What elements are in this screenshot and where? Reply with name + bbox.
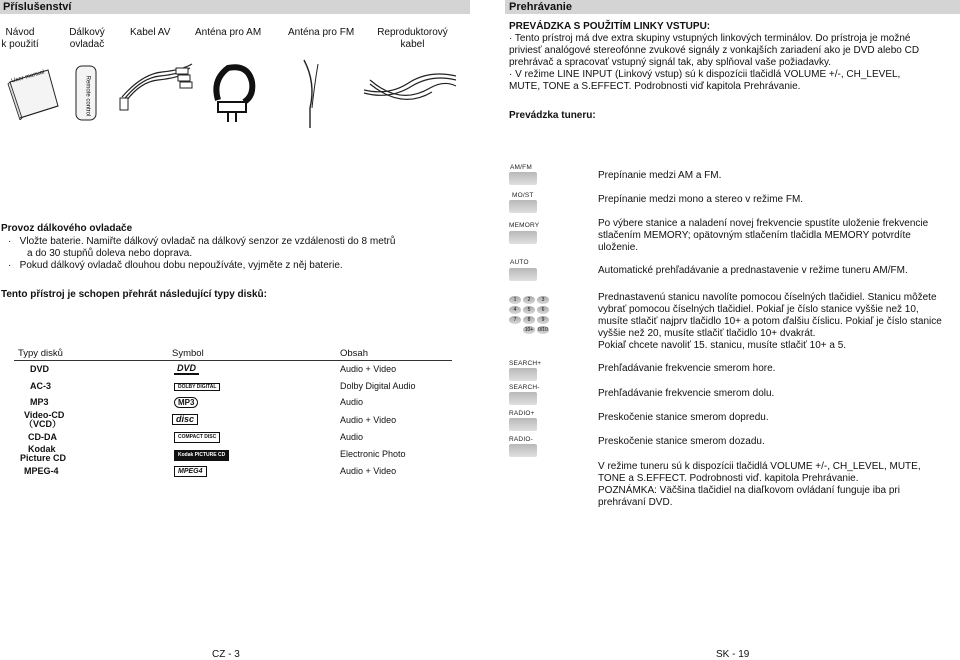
fm-antenna-icon (296, 58, 326, 130)
auto-button[interactable] (509, 268, 537, 281)
disc-table-header (14, 346, 452, 361)
left-header-title: Příslušenství (3, 1, 72, 13)
numeric-desc-line-5: Pokiaľ chcete navoliť 15. stanicu, musíte stlačiť 10+ a 5. (598, 340, 847, 351)
tuner-title: Prevádzka tuneru: (509, 110, 596, 121)
numkey-6[interactable]: 6 (537, 306, 549, 314)
search-down-desc: Prehľadávanie frekvencie smerom dolu. (598, 388, 775, 399)
accessory-remote-line1: Dálkový (69, 27, 105, 38)
disc-type: DVD (30, 364, 50, 375)
disc-content: Dolby Digital Audio (340, 380, 416, 391)
memory-button-label: MEMORY (509, 222, 540, 229)
most-button[interactable] (509, 200, 537, 213)
disc-type: MP3 (30, 397, 49, 408)
numeric-desc-line-4: vyššie než 20, musíte stlačiť tlačidlo 10+ dvakrát. (598, 328, 816, 339)
numkey-9[interactable]: 9 (537, 316, 549, 324)
disc-symbol-cell (168, 445, 336, 463)
disc-symbol-cell (168, 429, 336, 446)
disc-content: Electronic Photo (340, 449, 406, 459)
accessory-fm-antenna-label: Anténa pro FM (288, 27, 355, 38)
right-page-number: SK - 19 (716, 649, 750, 660)
disc-type: AC-3 (30, 380, 52, 391)
radio-down-button[interactable] (509, 444, 537, 457)
video-cd-logo-icon: disc (172, 414, 198, 425)
search-up-button-label: SEARCH+ (509, 360, 542, 367)
right-header-title: Prehrávanie (509, 1, 572, 13)
disc-symbol-cell (168, 411, 336, 429)
disc-content: Audio + Video (340, 414, 397, 425)
disc-type-line2: （VCD） (24, 418, 62, 429)
disc-type (14, 445, 168, 463)
dvd-logo-icon: DVD (174, 364, 199, 375)
table-row (14, 411, 452, 429)
final-note-line-1: V režime tuneru sú k dispozícii tlačidlá VOLUME +/-, CH_LEVEL, MUTE, (598, 461, 921, 472)
radio-up-button[interactable] (509, 418, 537, 431)
am-antenna-icon (208, 62, 258, 124)
accessory-speaker-line2: kabel (400, 39, 425, 50)
line-input-title: PREVÁDZKA S POUŽITÍM LINKY VSTUPU: (509, 21, 711, 32)
final-note-line-2: TONE a S.EFFECT. Podrobnosti viď. kapitola Prehrávanie. (598, 473, 859, 484)
disc-type: CD-DA (28, 431, 57, 442)
disc-type: MPEG-4 (24, 466, 59, 477)
amfm-button[interactable] (509, 172, 537, 185)
radio-up-desc: Preskočenie stanice smerom dopredu. (598, 412, 769, 423)
amfm-button-label: AM/FM (510, 164, 532, 171)
most-desc: Prepínanie medzi mono a stereo v režime FM. (598, 194, 804, 205)
disc-type-line1: Kodak (28, 444, 56, 454)
numkey-4[interactable]: 4 (509, 306, 521, 314)
disc-header-symbol: Symbol (168, 346, 336, 361)
table-row (14, 445, 452, 463)
line-input-text (509, 33, 919, 93)
mp3-logo-icon: MP3 (174, 397, 198, 408)
numkey-7[interactable]: 7 (509, 316, 521, 324)
av-cable-icon (118, 62, 198, 112)
accessory-speaker-line1: Reproduktorový (377, 27, 448, 38)
final-note-line-3: POZNÁMKA: Väčšina tlačidiel na diaľkovom ovládaní funguje iba pri (598, 485, 900, 496)
disc-header-content: Obsah (336, 346, 452, 361)
remote-item-2-text: Pokud dálkový ovladač dlouhou dobu nepoužíváte, vyjměte z něj baterie. (19, 260, 343, 271)
line-input-line-2: priviesť analógové stereofónne zvukové signály z vonkajších zariadení ako je DVD alebo CD (509, 45, 920, 56)
table-row (14, 463, 452, 480)
accessory-av-cable-label: Kabel AV (130, 27, 171, 38)
memory-desc (598, 218, 928, 254)
dolby-digital-logo-icon: DOLBY DIGITAL (174, 383, 220, 391)
numeric-desc (598, 292, 942, 352)
numeric-desc-line-3: musíte stlačiť najprv tlačidlo 10+ a potom ďalšiu číslicu. Pokiaľ je číslo stanice (598, 316, 942, 327)
disc-header-type: Typy disků (14, 346, 168, 361)
numkey-1[interactable]: 1 (509, 296, 521, 304)
numeric-desc-line-1: Prednastavenú stanicu navolíte pomocou číselných tlačidiel. Stanicu môžete (598, 292, 937, 303)
radio-down-desc: Preskočenie stanice smerom dozadu. (598, 436, 765, 447)
table-row (14, 378, 452, 395)
numkey-5[interactable]: 5 (523, 306, 535, 314)
radio-down-button-label: RADIO- (509, 436, 533, 443)
search-up-desc: Prehľadávanie frekvencie smerom hore. (598, 363, 776, 374)
remote-item-1-text: Vložte baterie. Namiřte dálkový ovladač na dálkový senzor ze vzdálenosti do 8 metrů (19, 236, 396, 247)
disc-content: Audio + Video (340, 466, 397, 477)
mpeg4-logo-icon: MPEG4 (174, 466, 207, 477)
accessory-manual-line2: k použití (1, 39, 39, 50)
table-row (14, 394, 452, 411)
search-down-button[interactable] (509, 392, 537, 405)
auto-desc: Automatické prehľadávanie a prednastavenie v režime tuneru AM/FM. (598, 265, 908, 276)
user-manual-icon (4, 62, 64, 120)
table-row (14, 361, 452, 378)
accessory-remote-label (62, 27, 112, 51)
disc-symbol-cell (168, 394, 336, 411)
accessory-remote-line2: ovladač (69, 39, 105, 50)
accessory-manual-line1: Návod (5, 27, 35, 38)
line-input-line-1: · Tento prístroj má dve extra skupiny vstupných linkových terminálov. Do prístroja je možné (509, 33, 911, 44)
radio-up-button-label: RADIO+ (509, 410, 535, 417)
numeric-desc-line-2: vybrať pomocou číselných tlačidiel. Pokiaľ je číslo stanice vyššie než 10, (598, 304, 919, 315)
disc-content: Audio + Video (340, 364, 397, 375)
disc-table (14, 346, 452, 480)
search-down-button-label: SEARCH- (509, 384, 540, 391)
memory-desc-line-3: uloženie. (598, 242, 639, 253)
disc-content: Audio (340, 431, 364, 442)
tuner-final-note (598, 461, 921, 509)
table-row (14, 429, 452, 446)
amfm-desc: Prepínanie medzi AM a FM. (598, 170, 722, 181)
disc-type-line2: Picture CD (20, 453, 67, 463)
final-note-line-4: prehrávaní DVD. (598, 497, 673, 508)
remote-control-text: Remote control (84, 75, 91, 117)
line-input-line-5: MUTE, TONE a S.EFFECT. Podrobnosti viď kapitola Prehrávanie. (509, 81, 801, 92)
disc-content: Audio (340, 397, 364, 408)
line-input-line-3: prehrávač a spracovať vstupný signál tak, aby splňoval vaše požiadavky. (509, 57, 832, 68)
disc-type (14, 411, 168, 429)
right-header-band (505, 0, 960, 14)
search-up-button[interactable] (509, 368, 537, 381)
memory-desc-line-2: stlačením MEMORY; opätovným stlačením tlačidla MEMORY potvrdíte (598, 230, 911, 241)
numkey-2[interactable]: 2 (523, 296, 535, 304)
remote-operation-title: Provoz dálkového ovladače (1, 223, 133, 234)
user-manual-text: User manual (10, 69, 46, 85)
disc-symbol-cell (168, 378, 336, 395)
memory-button[interactable] (509, 231, 537, 244)
speaker-cable-icon (360, 66, 460, 104)
numkey-8[interactable]: 8 (523, 316, 535, 324)
accessory-manual-label (0, 27, 40, 51)
remote-item-1b: a do 30 stupňů doleva nebo doprava. (27, 248, 193, 259)
remote-item-1: · Vložte baterie. Namiřte dálkový ovladač na dálkový senzor ze vzdálenosti do 8 metrů (8, 236, 396, 247)
disc-type-line1: Video-CD (24, 409, 65, 420)
numkey-3[interactable]: 3 (537, 296, 549, 304)
numkey-0-10[interactable]: 0/10 (538, 327, 548, 333)
accessory-am-antenna-label: Anténa pro AM (195, 27, 262, 38)
remote-item-2: · Pokud dálkový ovladač dlouhou dobu nepoužíváte, vyjměte z něj baterie. (8, 260, 343, 271)
numkey-10plus[interactable]: 10+ (524, 327, 534, 333)
memory-desc-line-1: Po výbere stanice a naladení novej frekvencie spustíte uloženie frekvencie (598, 218, 929, 229)
disc-symbol-cell (168, 361, 336, 378)
accessory-speaker-cable-label (370, 27, 455, 51)
most-button-label: MO/ST (512, 192, 534, 199)
disc-symbol-cell (168, 463, 336, 480)
line-input-line-4: · V režime LINE INPUT (Linkový vstup) sú k dispozícii tlačidlá VOLUME +/-, CH_LEVEL, (509, 69, 901, 80)
kodak-logo-icon: Kodak PICTURE CD (174, 450, 229, 461)
compact-disc-logo-icon: COMPACT DISC (174, 432, 220, 443)
auto-button-label: AUTO (510, 259, 529, 266)
left-page-number: CZ - 3 (212, 649, 240, 660)
discs-title: Tento přístroj je schopen přehrát následující typy disků: (1, 289, 267, 300)
